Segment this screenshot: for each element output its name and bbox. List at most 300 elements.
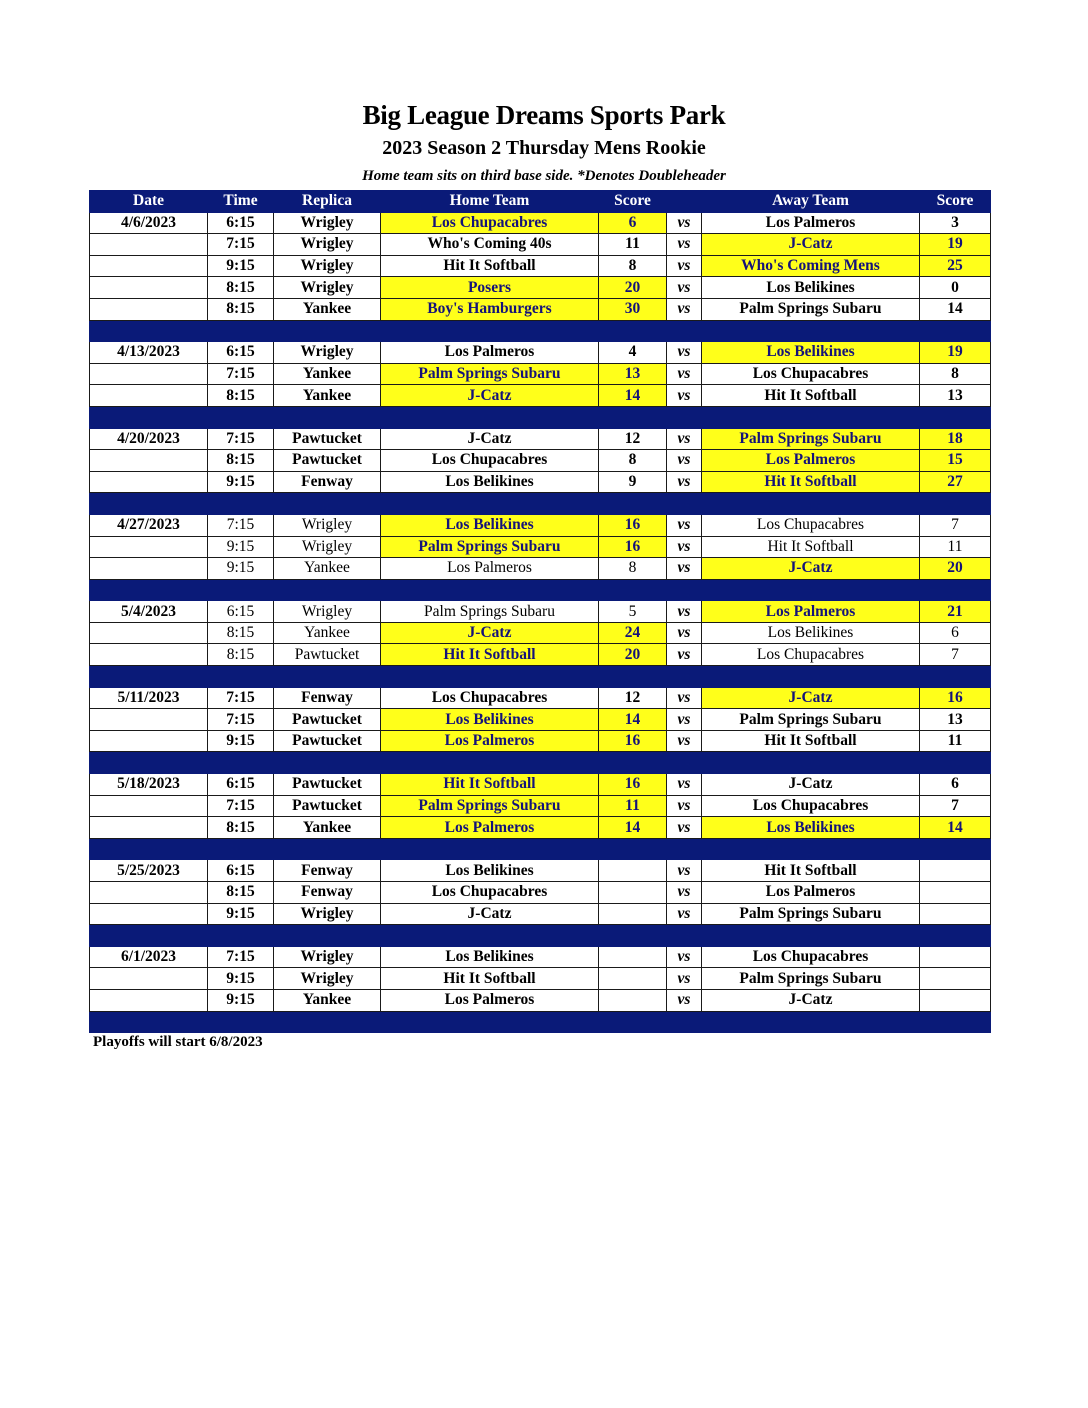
header-home-team: Home Team <box>381 191 599 213</box>
game-row <box>90 558 991 580</box>
away-team: Palm Springs Subaru <box>702 709 920 731</box>
page-title: Big League Dreams Sports Park <box>362 100 726 130</box>
game-date: 5/18/2023 <box>90 774 208 796</box>
away-team: Los Belikines <box>702 622 920 644</box>
home-team: Los Chupacabres <box>381 882 599 904</box>
separator-cell <box>599 1011 667 1033</box>
separator-cell <box>599 925 667 947</box>
separator-cell <box>381 493 599 515</box>
separator-cell <box>702 406 920 428</box>
separator-cell <box>274 1011 381 1033</box>
vs-label: vs <box>667 450 702 472</box>
separator-cell <box>208 838 274 860</box>
separator-cell <box>381 320 599 342</box>
header-date: Date <box>90 191 208 213</box>
home-score: 24 <box>599 622 667 644</box>
game-row <box>90 471 991 493</box>
separator-cell <box>208 925 274 947</box>
game-row <box>90 212 991 234</box>
away-score <box>920 968 991 990</box>
game-row <box>90 774 991 796</box>
home-score: 8 <box>599 558 667 580</box>
game-time: 7:15 <box>208 687 274 709</box>
game-time: 6:15 <box>208 212 274 234</box>
game-time: 9:15 <box>208 968 274 990</box>
away-score: 7 <box>920 644 991 666</box>
separator-cell <box>90 406 208 428</box>
game-date <box>90 298 208 320</box>
vs-label: vs <box>667 989 702 1011</box>
game-replica: Fenway <box>274 882 381 904</box>
vs-label: vs <box>667 298 702 320</box>
vs-label: vs <box>667 471 702 493</box>
home-score: 16 <box>599 774 667 796</box>
separator-cell <box>599 406 667 428</box>
home-team: Los Palmeros <box>381 342 599 364</box>
separator-cell <box>667 1011 702 1033</box>
separator-cell <box>90 320 208 342</box>
home-team: Hit It Softball <box>381 968 599 990</box>
separator-cell <box>702 925 920 947</box>
week-separator <box>90 838 991 860</box>
home-score: 9 <box>599 471 667 493</box>
week-separator <box>90 925 991 947</box>
separator-cell <box>208 493 274 515</box>
game-replica: Wrigley <box>274 342 381 364</box>
game-row <box>90 536 991 558</box>
week-separator <box>90 666 991 688</box>
game-replica: Pawtucket <box>274 730 381 752</box>
home-team: Los Belikines <box>381 471 599 493</box>
away-team: Los Palmeros <box>702 212 920 234</box>
separator-cell <box>208 579 274 601</box>
away-team: J-Catz <box>702 234 920 256</box>
game-date <box>90 471 208 493</box>
game-row <box>90 450 991 472</box>
game-date: 4/13/2023 <box>90 342 208 364</box>
separator-cell <box>599 320 667 342</box>
separator-cell <box>381 1011 599 1033</box>
away-score: 11 <box>920 536 991 558</box>
game-time: 8:15 <box>208 882 274 904</box>
home-score <box>599 860 667 882</box>
game-row <box>90 428 991 450</box>
separator-cell <box>599 666 667 688</box>
separator-cell <box>702 838 920 860</box>
home-score: 16 <box>599 514 667 536</box>
header-replica: Replica <box>274 191 381 213</box>
home-score: 14 <box>599 385 667 407</box>
game-date <box>90 903 208 925</box>
game-row <box>90 277 991 299</box>
separator-cell <box>274 666 381 688</box>
vs-label: vs <box>667 277 702 299</box>
game-time: 7:15 <box>208 795 274 817</box>
away-score: 19 <box>920 234 991 256</box>
game-time: 6:15 <box>208 342 274 364</box>
header-away-team: Away Team <box>702 191 920 213</box>
home-team: J-Catz <box>381 622 599 644</box>
week-separator <box>90 579 991 601</box>
game-date <box>90 968 208 990</box>
away-team: Los Chupacabres <box>702 946 920 968</box>
home-score <box>599 989 667 1011</box>
vs-label: vs <box>667 860 702 882</box>
away-score: 18 <box>920 428 991 450</box>
game-time: 7:15 <box>208 709 274 731</box>
away-team: Los Chupacabres <box>702 363 920 385</box>
separator-cell <box>381 925 599 947</box>
separator-cell <box>90 1011 208 1033</box>
playoffs-note: Playoffs will start 6/8/2023 <box>93 1034 263 1050</box>
separator-cell <box>381 666 599 688</box>
game-date <box>90 385 208 407</box>
away-team: Los Palmeros <box>702 882 920 904</box>
game-date: 5/25/2023 <box>90 860 208 882</box>
separator-cell <box>90 579 208 601</box>
game-time: 9:15 <box>208 558 274 580</box>
week-separator <box>90 1011 991 1033</box>
home-team: Who's Coming 40s <box>381 234 599 256</box>
away-score: 20 <box>920 558 991 580</box>
vs-label: vs <box>667 903 702 925</box>
vs-label: vs <box>667 968 702 990</box>
separator-cell <box>702 1011 920 1033</box>
home-team: Hit It Softball <box>381 774 599 796</box>
vs-label: vs <box>667 774 702 796</box>
away-team: Los Palmeros <box>702 450 920 472</box>
away-score: 13 <box>920 385 991 407</box>
separator-cell <box>667 320 702 342</box>
game-time: 7:15 <box>208 428 274 450</box>
separator-cell <box>381 838 599 860</box>
vs-label: vs <box>667 644 702 666</box>
home-score <box>599 882 667 904</box>
game-date <box>90 730 208 752</box>
away-score: 7 <box>920 795 991 817</box>
separator-cell <box>920 1011 991 1033</box>
separator-cell <box>208 1011 274 1033</box>
away-score: 14 <box>920 817 991 839</box>
away-team: Hit It Softball <box>702 385 920 407</box>
away-team: Los Chupacabres <box>702 514 920 536</box>
separator-cell <box>920 406 991 428</box>
game-row <box>90 622 991 644</box>
away-team: Los Palmeros <box>702 601 920 623</box>
separator-cell <box>208 666 274 688</box>
game-replica: Fenway <box>274 687 381 709</box>
separator-cell <box>274 579 381 601</box>
home-team: Palm Springs Subaru <box>381 536 599 558</box>
away-score: 16 <box>920 687 991 709</box>
game-replica: Wrigley <box>274 601 381 623</box>
home-team: Boy's Hamburgers <box>381 298 599 320</box>
separator-cell <box>667 666 702 688</box>
game-row <box>90 989 991 1011</box>
separator-cell <box>90 493 208 515</box>
vs-label: vs <box>667 817 702 839</box>
game-date <box>90 277 208 299</box>
game-time: 8:15 <box>208 385 274 407</box>
game-date <box>90 795 208 817</box>
home-team: Los Chupacabres <box>381 450 599 472</box>
game-replica: Pawtucket <box>274 644 381 666</box>
game-date <box>90 363 208 385</box>
game-replica: Pawtucket <box>274 774 381 796</box>
game-replica: Yankee <box>274 363 381 385</box>
home-score: 14 <box>599 709 667 731</box>
separator-cell <box>274 406 381 428</box>
game-replica: Wrigley <box>274 946 381 968</box>
game-date <box>90 450 208 472</box>
vs-label: vs <box>667 342 702 364</box>
separator-cell <box>702 320 920 342</box>
game-replica: Wrigley <box>274 514 381 536</box>
game-date <box>90 558 208 580</box>
game-row <box>90 860 991 882</box>
home-score: 6 <box>599 212 667 234</box>
vs-label: vs <box>667 622 702 644</box>
away-score: 21 <box>920 601 991 623</box>
home-team: J-Catz <box>381 385 599 407</box>
away-team: Palm Springs Subaru <box>702 428 920 450</box>
separator-cell <box>381 406 599 428</box>
game-row <box>90 882 991 904</box>
game-time: 8:15 <box>208 277 274 299</box>
game-replica: Pawtucket <box>274 795 381 817</box>
away-team: Hit It Softball <box>702 730 920 752</box>
week-separator <box>90 493 991 515</box>
separator-cell <box>599 752 667 774</box>
game-replica: Yankee <box>274 817 381 839</box>
separator-cell <box>667 752 702 774</box>
separator-cell <box>90 752 208 774</box>
game-date <box>90 536 208 558</box>
home-team: Los Palmeros <box>381 817 599 839</box>
away-score: 6 <box>920 622 991 644</box>
home-team: Los Belikines <box>381 946 599 968</box>
away-score: 0 <box>920 277 991 299</box>
away-score: 14 <box>920 298 991 320</box>
home-team: Los Belikines <box>381 514 599 536</box>
week-separator <box>90 752 991 774</box>
game-row <box>90 385 991 407</box>
separator-cell <box>599 579 667 601</box>
game-replica: Wrigley <box>274 255 381 277</box>
separator-cell <box>90 838 208 860</box>
game-row <box>90 363 991 385</box>
away-team: Hit It Softball <box>702 860 920 882</box>
home-score: 8 <box>599 450 667 472</box>
game-time: 8:15 <box>208 298 274 320</box>
away-team: Los Chupacabres <box>702 795 920 817</box>
home-team: Hit It Softball <box>381 644 599 666</box>
game-time: 7:15 <box>208 514 274 536</box>
home-score <box>599 946 667 968</box>
separator-cell <box>274 838 381 860</box>
home-team: Los Belikines <box>381 709 599 731</box>
separator-cell <box>274 493 381 515</box>
away-team: Hit It Softball <box>702 471 920 493</box>
game-date <box>90 644 208 666</box>
away-team: Palm Springs Subaru <box>702 968 920 990</box>
away-team: J-Catz <box>702 774 920 796</box>
game-replica: Yankee <box>274 989 381 1011</box>
home-team: Los Palmeros <box>381 989 599 1011</box>
game-replica: Wrigley <box>274 277 381 299</box>
separator-cell <box>381 752 599 774</box>
away-score: 13 <box>920 709 991 731</box>
vs-label: vs <box>667 536 702 558</box>
game-date <box>90 817 208 839</box>
separator-cell <box>920 579 991 601</box>
header-row <box>90 191 991 213</box>
separator-cell <box>90 666 208 688</box>
game-date: 4/20/2023 <box>90 428 208 450</box>
game-replica: Pawtucket <box>274 450 381 472</box>
home-score: 4 <box>599 342 667 364</box>
game-replica: Yankee <box>274 622 381 644</box>
vs-label: vs <box>667 363 702 385</box>
home-score: 14 <box>599 817 667 839</box>
header-away-score: Score <box>920 191 991 213</box>
game-time: 8:15 <box>208 644 274 666</box>
game-date <box>90 989 208 1011</box>
away-team: Los Belikines <box>702 342 920 364</box>
game-time: 6:15 <box>208 601 274 623</box>
game-row <box>90 514 991 536</box>
game-row <box>90 342 991 364</box>
home-team: J-Catz <box>381 428 599 450</box>
game-replica: Pawtucket <box>274 709 381 731</box>
away-score <box>920 946 991 968</box>
vs-label: vs <box>667 601 702 623</box>
away-score: 27 <box>920 471 991 493</box>
game-date: 4/27/2023 <box>90 514 208 536</box>
game-row <box>90 946 991 968</box>
game-row <box>90 795 991 817</box>
home-score: 20 <box>599 644 667 666</box>
home-score: 30 <box>599 298 667 320</box>
separator-cell <box>920 838 991 860</box>
away-team: J-Catz <box>702 687 920 709</box>
separator-cell <box>667 493 702 515</box>
home-team: Los Palmeros <box>381 558 599 580</box>
game-row <box>90 903 991 925</box>
home-team: Hit It Softball <box>381 255 599 277</box>
separator-cell <box>702 752 920 774</box>
away-team: Palm Springs Subaru <box>702 903 920 925</box>
vs-label: vs <box>667 212 702 234</box>
separator-cell <box>208 406 274 428</box>
schedule-note: Home team sits on third base side. *Denotes Doubleheader <box>362 168 726 184</box>
vs-label: vs <box>667 558 702 580</box>
home-team: Palm Springs Subaru <box>381 601 599 623</box>
home-team: Palm Springs Subaru <box>381 795 599 817</box>
away-score <box>920 882 991 904</box>
away-score: 11 <box>920 730 991 752</box>
schedule-table <box>89 190 991 1033</box>
game-replica: Wrigley <box>274 234 381 256</box>
separator-cell <box>920 320 991 342</box>
away-score: 8 <box>920 363 991 385</box>
away-score: 6 <box>920 774 991 796</box>
game-replica: Yankee <box>274 298 381 320</box>
vs-label: vs <box>667 795 702 817</box>
home-score: 20 <box>599 277 667 299</box>
vs-label: vs <box>667 514 702 536</box>
game-row <box>90 817 991 839</box>
separator-cell <box>667 579 702 601</box>
game-date: 6/1/2023 <box>90 946 208 968</box>
separator-cell <box>208 752 274 774</box>
separator-cell <box>920 666 991 688</box>
away-score <box>920 860 991 882</box>
game-row <box>90 709 991 731</box>
separator-cell <box>90 925 208 947</box>
home-score: 11 <box>599 234 667 256</box>
home-score: 12 <box>599 428 667 450</box>
schedule-body <box>90 212 991 1033</box>
game-time: 7:15 <box>208 363 274 385</box>
away-team: J-Catz <box>702 558 920 580</box>
home-score: 16 <box>599 536 667 558</box>
home-team: Los Belikines <box>381 860 599 882</box>
separator-cell <box>381 579 599 601</box>
vs-label: vs <box>667 946 702 968</box>
away-team: Who's Coming Mens <box>702 255 920 277</box>
separator-cell <box>599 493 667 515</box>
home-team: Palm Springs Subaru <box>381 363 599 385</box>
game-row <box>90 298 991 320</box>
game-row <box>90 687 991 709</box>
separator-cell <box>599 838 667 860</box>
away-team: Los Belikines <box>702 817 920 839</box>
game-replica: Wrigley <box>274 968 381 990</box>
separator-cell <box>274 752 381 774</box>
game-date: 4/6/2023 <box>90 212 208 234</box>
home-score: 16 <box>599 730 667 752</box>
away-score: 7 <box>920 514 991 536</box>
vs-label: vs <box>667 385 702 407</box>
home-team: Los Chupacabres <box>381 687 599 709</box>
game-time: 9:15 <box>208 989 274 1011</box>
home-score <box>599 968 667 990</box>
game-date: 5/11/2023 <box>90 687 208 709</box>
game-time: 6:15 <box>208 774 274 796</box>
separator-cell <box>667 838 702 860</box>
game-row <box>90 644 991 666</box>
away-score <box>920 989 991 1011</box>
vs-label: vs <box>667 255 702 277</box>
game-time: 9:15 <box>208 255 274 277</box>
game-date <box>90 622 208 644</box>
away-team: Palm Springs Subaru <box>702 298 920 320</box>
vs-label: vs <box>667 882 702 904</box>
game-row <box>90 968 991 990</box>
separator-cell <box>667 406 702 428</box>
game-time: 9:15 <box>208 471 274 493</box>
separator-cell <box>920 925 991 947</box>
vs-label: vs <box>667 709 702 731</box>
game-date: 5/4/2023 <box>90 601 208 623</box>
separator-cell <box>920 493 991 515</box>
game-replica: Wrigley <box>274 903 381 925</box>
game-replica: Fenway <box>274 471 381 493</box>
game-date <box>90 709 208 731</box>
game-replica: Fenway <box>274 860 381 882</box>
separator-cell <box>667 925 702 947</box>
